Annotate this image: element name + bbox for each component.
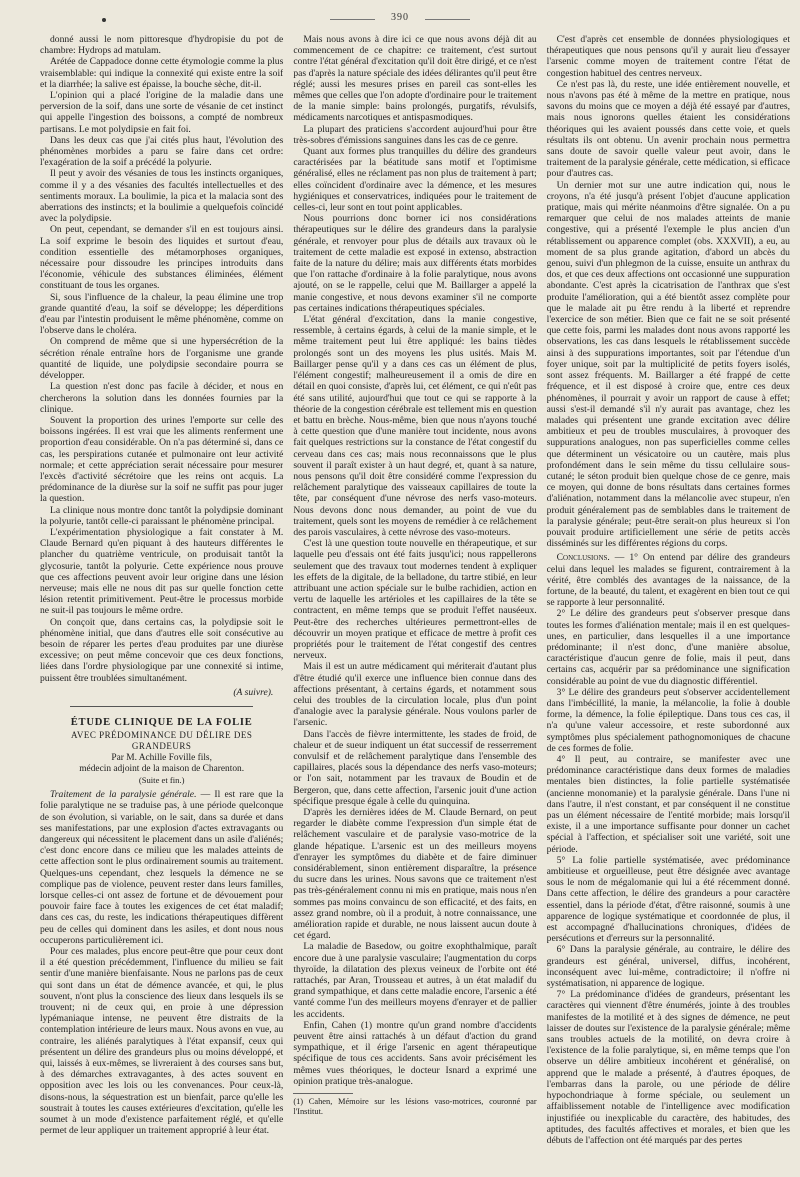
to-be-continued: (A suivre). <box>233 686 274 698</box>
paragraph: 6° Dans la paralysie générale, au contraire, le délire des grandeurs est général, universel, diffus, incohérent, inconséquent avec lui-même, contradictoire; il n'offre ni systématisation, ni apparence de logique. <box>546 944 790 990</box>
text-columns <box>40 34 790 1169</box>
header-rule-left <box>330 19 375 20</box>
paragraph: donné aussi le nom pittoresque d'hydropisie du pot de chambre: Hydrops ad matulam. <box>40 34 284 57</box>
conclusions-paragraph <box>547 552 790 608</box>
suite-note: (Suite et fin.) <box>138 775 185 785</box>
paragraph: Dans les deux cas que j'ai cités plus haut, l'évolution des phénomènes morbides a paru se faire dans cet ordre: l'exagération de la soif a précédé la polyurie. <box>40 134 284 169</box>
column-middle <box>293 34 536 1169</box>
paragraph: La question n'est donc pas facile à décider, et nous en chercherons la solution dans les données fournies par la clinique. <box>40 381 284 415</box>
paragraph: La maladie de Basedow, ou goitre exophthalmique, paraît encore due à une paralysie vasculaire; l'augmentation du corps thyroïde, la dilatation des plexus veineux de l'orbite ont été rattachés, par Aran, Trousseau et autres, à un état maladif du grand sympathique, et dans cette maladie encore, l'arsenic a été vanté comme l'un des meilleurs moyens d'enrayer et de pallier les accidents. <box>293 941 537 1020</box>
footnote-rule <box>293 1093 353 1094</box>
paragraph: Si, sous l'influence de la chaleur, la peau élimine une trop grande quantité d'eau, la soif se développe; les déperditions d'eau par l'intestin produisent le même phénomène, comme on l'observe dans le choléra. <box>40 291 284 337</box>
paragraph: 2° Le délire des grandeurs peut s'observer presque dans toutes les formes d'aliénation mentale; mais il en est quelques-unes, en particulier, dans lesquelles il a une importance prédominante; il n'est donc, d'une manière absolue, caractéristique d'aucun genre de folie, mais il peut, dans certains cas, acquérir par sa prédominance une signification considérable au point de vue du diagnostic différentiel. <box>546 608 790 687</box>
paragraph: La clinique nous montre donc tantôt la polydipsie dominant la polyurie, tantôt celle-ci paraissant le phénomène principal. <box>40 504 284 527</box>
paragraph: Souvent la proportion des urines l'emporte sur celle des boissons ingérées. Il est vrai que les aliments renferment une proportion d'eau considérable. On n'a pas déterminé si, dans ce cas, les perspirations cutanée et pulmonaire ont leur activité normale; et cette appréciation serait nécessaire pour mesurer l'excès d'activité sécrétoire que les reins ont acquis. La prédominance de la diurèse sur la soif ne suffit pas pour juger la question. <box>40 414 284 505</box>
paragraph: On peut, cependant, se demander s'il en est toujours ainsi. La soif exprime le besoin des liquides et surtout d'eau, condition essentielle des métamorphoses organiques, nécessaire pour dissoudre les principes introduits dans l'économie, véhicule des substances éliminées, élément constituant de tous les organes. <box>40 224 284 292</box>
treatment-text: — Il est rare que la folie paralytique ne se traduise pas, à une période quelconque de son évolution, si variable, on le sait, dans sa durée et dans ses manifestations, par une explosion d'actes extravagants ou dangereux qui nécessitent le placement dans un asile d'aliénés; c'est donc encore dans ce milieu que les malades atteints de cette affection sont le plus ordinairement soumis au traitement. Quelques-uns cependant, chez lesquels la démence ne se complique pas de violence, peuvent rester dans leurs familles, lorsque celles-ci ont assez de fortune et de dévouement pour pouvoir faire face à toutes les exigences de cet état maladif; dans ces cas, du reste, les indications thérapeutiques diffèrent peu de celles qui dominent dans les asiles, et dont nous nous occuperons particulièrement ici. <box>40 789 284 946</box>
paragraph: L'état général d'excitation, dans la manie congestive, ressemble, à certains égards, à celui de la manie simple, et le même traitement peut lui être appliqué: les bains tièdes prolongés sont un des moyens les plus usités. Mais M. Baillarger pense qu'il y a dans ces cas un élément de plus, l'élément congestif; malheureusement il a omis de dire en détail en quoi consiste, d'après lui, cet élément, ce qui n'eût pas été sans utilité, aujourd'hui que tout ce qui se rapporte à la théorie de la congestion cérébrale est tellement mis en question et battu en brèche. Nous-même, bien que nous n'ayons touché à cette question que d'une manière tout incidente, nous avons fait quelques restrictions sur la constance de l'état congestif du cerveau dans ces cas; mais nous reconnaissons que le plus souvent il paraît exister à un haut degré, et, quant à sa nature, nous pensons qu'il doit être considéré comme l'expression du relâchement paralytique des vaisseaux capillaires de toute la tête, par conséquent d'une névrose des nerfs vaso-moteurs. Nous devons donc nous demander, au point de vue du traitement, quels sont les moyens de remédier à ce relâchement des parois vasculaires, à cette névrose des vaso-moteurs. <box>293 314 537 538</box>
section-separator <box>70 706 253 707</box>
section-subtitle: AVEC PRÉDOMINANCE DU DÉLIRE DES GRANDEURS <box>70 730 253 752</box>
paragraph: D'après les dernières idées de M. Claude Bernard, on peut regarder le diabète comme l'expression d'un simple état de relâchement vasculaire et de paralysie vaso-motrice de la glande hépatique. L'arsenic est un des meilleurs moyens d'enrayer les symptômes du diabète et de faire diminuer considérablement, sinon entièrement disparaître, la présence du sucre dans les urines. Nous savons que ce traitement n'est pas très-généralement connu ni mis en pratique, mais nous n'en sommes pas moins convaincu de son efficacité, et des faits, en assez grand nombre, où il a produit, à notre connaissance, une amélioration rapide et durable, ne nous laissent aucun doute à cet égard. <box>293 807 537 942</box>
conclusion-1: — 1° On entend par délire des grandeurs celui dans lequel les malades se figurent, contrairement à la vérité, être comblés des avantages de la naissance, de la fortune, de la beauté, du talent, et exagèrent en bien tout ce qui se rapporte à leur personnalité. <box>546 552 790 609</box>
paragraph: Quant aux formes plus tranquilles du délire des grandeurs caractérisées par la béatitude sans motif et l'optimisme généralisé, elles ne réclament pas non plus de traitement à part; elles coïncident d'ordinaire avec la démence, et les mesures hygiéniques et conservatrices, indiquées pour le traitement de celles-ci, leur sont en tout point applicables. <box>293 146 537 214</box>
column-left-paragraphs <box>40 34 283 684</box>
paragraph: Nous pourrions donc borner ici nos considérations thérapeutiques sur le délire des grandeurs dans la paralysie générale, et renvoyer pour plus de détails aux travaux où le traitement de cette maladie est exposé in extenso, abstraction faite de la nature du délire; mais aux différents états morbides que l'on rattache d'ordinaire à la folie paralytique, nous avons ajouté, on se le rappelle, celui que M. Baillarger a appelé la manie congestive, et nous devons examiner s'il ne comporte pas certaines indications thérapeutiques spéciales. <box>293 213 537 314</box>
paragraph: On conçoit que, dans certains cas, la polydipsie soit le phénomène initial, que dans d'autres elle soit consécutive au besoin de réparer les pertes d'eau produites par une diurèse excessive; on peut même concevoir que ces deux fonctions, liées dans l'ordre physiologique par une connexité si intime, puissent être troublées simultanément. <box>40 616 284 684</box>
column-right <box>547 34 790 1169</box>
paragraph: L'expérimentation physiologique a fait constater à M. Claude Bernard qu'en piquant à des hauteurs différentes le plancher du quatrième ventricule, on produisait tantôt la glycosurie, tantôt la polyurie. Cette expérience nous prouve que ces affections peuvent avoir leur origine dans une lésion nerveuse; mais elle ne nous dit pas sur quelle fonction cette lésion retentit primitivement. Peut-être le processus morbide ne suit-il pas toujours le même ordre. <box>40 526 284 617</box>
column-right-paragraphs <box>547 34 790 549</box>
author-title: médecin adjoint de la maison de Charenton. <box>79 763 245 774</box>
conclusions-label: Conclusions. <box>556 552 610 564</box>
paragraph: 3° Le délire des grandeurs peut s'observer accidentellement dans l'imbécillité, la manie, la mélancolie, la folie à double forme, la démence, la folie épileptique. Dans tous ces cas, il n'a qu'une valeur accessoire, et reste subordonné aux symptômes plus spécialement pathognomoniques de chacune de ces formes de folie. <box>546 686 790 754</box>
section-title: ÉTUDE CLINIQUE DE LA FOLIE <box>70 716 253 728</box>
page-header <box>0 12 800 28</box>
page-number: 390 <box>391 12 409 23</box>
paragraph: Enfin, Cahen (1) montre qu'un grand nombre d'accidents peuvent être ainsi rattachés à un défaut d'action du grand sympathique, et il érige l'arsenic en agent thérapeutique spécifique de tous ces accidents. Sans avoir précisément les mêmes vues théoriques, le docteur Isnard a exprimé une opinion pratique très-analogue. <box>293 1019 537 1087</box>
treatment-lead: Traitement de la paralysie générale. <box>50 789 197 801</box>
paragraph: Arétée de Cappadoce donne cette étymologie comme la plus vraisemblable: qui indique la connexité qui existe entre la soif et la diarrhée; la salive est épaisse, la bouche sèche, dit-il. <box>40 56 284 90</box>
paragraph: 5° La folie partielle systématisée, avec prédominance ambitieuse et orgueilleuse, peut être désignée avec avantage sous le nom de mégalomanie qui lui a été récemment donné. Dans cette affection, le délire des grandeurs a pour caractère essentiel, dans la période d'état, d'être raisonné, soumis à une apparence de logique systématique et coordonnée de plus, il est accompagné d'hallucinations chroniques, d'idées de persécutions et d'erreurs sur la personnalité. <box>546 854 790 945</box>
paragraph: La plupart des praticiens s'accordent aujourd'hui pour être très-sobres d'émissions sanguines dans les cas de ce genre. <box>293 123 537 146</box>
paragraph: Mais nous avons à dire ici ce que nous avons déjà dit au commencement de ce chapitre: ce traitement, c'est surtout contre l'état général d'excitation qu'il doit être dirigé, et ce n'est pas d'après la nature spéciale des idées délirantes qu'il peut être réglé; aussi les mesures prises en pareil cas sont-elles les mêmes que celles que l'on adopte d'ordinaire pour le traitement de la manie simple: bains prolongés, purgatifs, révulsifs, médicaments narcotiques et antispasmodiques. <box>293 34 537 124</box>
column-middle-paragraphs <box>293 34 536 1087</box>
paragraph: L'opinion qui a placé l'origine de la maladie dans une perversion de la soif, dans une sorte de vésanie de cet instinct qui appelle l'ingestion des boissons, a compté de nombreux partisans. Le mot polydipsie en fait foi. <box>40 90 284 135</box>
paragraph: Ce n'est pas là, du reste, une idée entièrement nouvelle, et nous n'avons pas été à même de la mettre en pratique, nous savons du moins que ce moyen a déjà été essayé par d'autres, mais nous ignorons quelles étaient les considérations théoriques qui les avaient poussés dans cette voie, et quels résultats ils ont obtenu. Un avenir prochain nous permettra sans doute de savoir quelle valeur peut avoir, dans le traitement de la paralysie générale, cette médication, si efficace pour d'autres cas. <box>546 78 790 180</box>
paragraph: On comprend de même que si une hypersécrétion de la sécrétion rénale entraîne hors de l'organisme une grande quantité de liquide, une polydipsie secondaire pourra se développer. <box>40 336 284 382</box>
paragraph: 4° Il peut, au contraire, se manifester avec une prédominance caractéristique dans deux formes de maladies mentales bien distinctes, la folie partielle systématisée (ancienne monomanie) et la paralysie générale. Dans l'une ni dans l'autre, il n'est constant, et par conséquent il ne constitue pas un élément nécessaire de l'entité morbide; mais lorsqu'il existe, il a une importance suffisante pour donner un cachet spécial à l'affection, et spécialiser soit une variété, soit une période. <box>546 754 790 855</box>
paragraph: C'est d'après cet ensemble de données physiologiques et thérapeutiques que nous pensons qu'il y aurait lieu d'essayer l'arsenic comme moyen de traitement contre l'état de congestion habituel des centres nerveux. <box>546 34 790 79</box>
treatment-paragraph <box>40 789 283 946</box>
conclusions-list <box>547 608 790 1146</box>
paragraph: Mais il est un autre médicament qui mériterait d'autant plus d'être étudié qu'il exerce une influence bien connue dans des affections présentant, à certains égards, et notamment sous celui des troubles de la circulation locale, plus d'un point d'analogie avec la paralysie générale. Nous voulons parler de l'arsenic. <box>293 661 537 729</box>
column-left <box>40 34 283 1169</box>
paragraph: Dans l'accès de fièvre intermittente, les stades de froid, de chaleur et de sueur indiquent un état successif de resserrement convulsif et de relâchement paralytique dans l'ensemble des capillaires, placés sous la dépendance des nerfs vaso-moteurs; or l'on sait, notamment par les travaux de Boudin et de Bergeron, que, dans cette affection, l'arsenic jouit d'une action spécifique presque égale à celle du quinquina. <box>293 728 537 807</box>
author-line: Par M. Achille Foville fils, <box>111 752 212 763</box>
footnote: (1) Cahen, Mémoire sur les lésions vaso-motrices, couronné par l'Institut. <box>293 1097 537 1117</box>
paragraph: Un dernier mot sur une autre indication qui, nous le croyons, n'a été jusqu'à présent l'objet d'aucune application pratique, mais qui mérite néanmoins d'être signalée. On a pu remarquer que celui de nos malades atteints de manie congestive, qui a présenté l'exemple le plus ancien d'un rétablissement ou apparence complet (obs. XXXVII), a eu, au moment de sa plus grande agitation, d'abord un abcès du genou, suivi d'un phlegmon de la cuisse, ensuite un anthrax du dos, et que ces deux affections ont occasionné une suppuration abondante. C'est après la cicatrisation de l'anthrax que s'est produite l'amélioration, qui a été bientôt assez complète pour que le malade ait pu être rendu à la liberté et reprendre l'exercice de son métier. Bien que ce fait ne se soit présenté que cette fois, parmi les malades dont nous avons rapporté les observations, les cas dans lesquels le rétablissement succède ainsi à des suppurations importantes, soit par l'étendue d'un foyer unique, soit par la multiplicité de petits foyers isolés, sont assez fréquents. M. Baillarger a été frappé de cette fréquence, et il est disposé à croire que, entre ces deux phénomènes, il pourrait y avoir un rapport de cause à effet; aussi s'est-il demandé s'il n'y aurait pas avantage, chez les malades qui présentent une grande excitation avec délire ambitieux et peu de troubles musculaires, à provoquer des suppurations analogues, non pas superficielles comme celles que déterminent un vésicatoire ou un cautère, mais plus profondément dans le sein même du tissu cellulaire sous-cutané; le séton produit bien quelque chose de ce genre, mais ce moyen, qui donne de bons résultats dans certaines formes d'aliénation, notamment dans la mélancolie avec stupeur, n'en produit généralement pas de semblables dans le traitement de la paralysie générale; peut-être serait-on plus heureux si l'on pouvait produire artificiellement une série de petits accès disséminés sur les différentes régions du corps. <box>546 179 790 550</box>
paragraph: 7° La prédominance d'idées de grandeurs, présentant les caractères qui viennent d'être énumérés, jointe à des troubles manifestes de la motilité et à des signes de démence, ne peut laisser de doutes sur l'existence de la paralysie générale; même sans troubles actuels de la motilité, on devra croire à l'existence de la folie paralytique, si, en même temps que l'on observe un délire ambitieux incohérent et généralisé, on apprend que le malade a présenté, à d'autres époques, de l'embarras dans la parole, ou une période de délire hypochondriaque à forme spéciale, ou seulement un affaiblissement notable de l'intelligence avec modification injustifiée ou inexplicable du caractère, des habitudes, des aptitudes, des facultés affectives et morales, et bien que les débuts de l'affection ont été marqués par des pertes <box>546 989 790 1146</box>
paragraph: Pour ces malades, plus encore peut-être que pour ceux dont il a été question précédemment, l'influence du milieu se fait sentir d'une manière bienfaisante. Nous ne parlons pas de ceux qui sont dans un état de démence avancée, et qui, le plus souvent, n'ont plus la conscience des lieux dans lesquels ils se trouvent; ni de ceux qui, en proie à une dépression lypémaniaque intense, ne peuvent être distraits de la contemplation intérieure de leurs maux. Nous avons en vue, au contraire, les aliénés paralytiques à l'état expansif, ceux qui présentent un délire des grandeurs plus ou moins développé, et qui, laissés à eux-mêmes, se livreraient à des courses sans but, à des démarches extravagantes, à des actes souvent en opposition avec les lois ou les convenances. Pour ceux-là, disons-nous, la séquestration est un bienfait, parce qu'elle les soustrait à toutes les causes extérieures d'excitation, qu'elle les soumet à un mode d'existence parfaitement réglé, et qu'elle permet de leur appliquer un traitement approprié à leur état. <box>40 946 284 1137</box>
header-rule-right <box>425 19 470 20</box>
paragraph: C'est là une question toute nouvelle en thérapeutique, et sur laquelle peu d'essais ont été faits jusqu'ici; nous rappellerons seulement que des travaux tout modernes tendent à expliquer les effets de la digitale, de la belladone, du tartre stibié, en leur attribuant une action spéciale sur le bulbe rachidien, action en vertu de laquelle les artérioles et les capillaires de la tête se contractent, en même temps que se produit l'effet nauséeux. Peut-être des recherches ultérieures permettront-elles de découvrir un moyen pratique et efficace de mettre à profit ces propriétés pour le traitement de l'état congestif des centres nerveux. <box>293 538 537 662</box>
paragraph: Il peut y avoir des vésanies de tous les instincts organiques, comme il y a des vésanies des facultés intellectuelles et des sentiments moraux. La boulimie, la pica et la malacia sont des aberrations des instincts; et la boulimie a quelquefois coïncidé avec la polydipsie. <box>40 168 284 225</box>
